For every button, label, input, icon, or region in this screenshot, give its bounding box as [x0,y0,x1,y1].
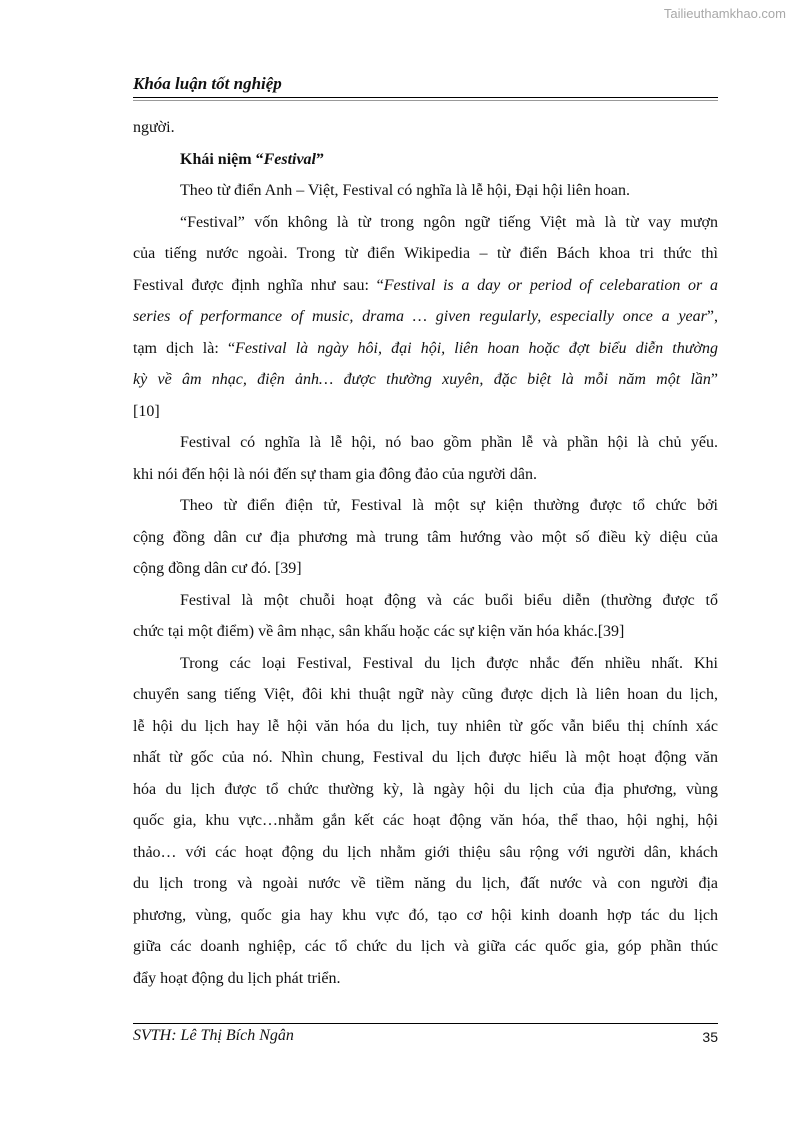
text-run: Trong các loại Festival, Festival du lịch được nhắc đến nhiều nhất. Khi [180,654,718,672]
italic-run: Festival [263,150,316,168]
text-line [133,585,718,617]
text-line [133,333,718,365]
text-run: Theo từ điển điện tử, Festival là một sự kiện thường được tổ chức bởi [180,497,718,514]
footer-rule [133,1023,718,1024]
text-run: lễ hội du lịch hay lễ hội văn hóa du lịch, tuy nhiên từ gốc vẫn biểu thị chính xác [133,717,718,735]
text-line [133,522,718,554]
text-line [133,238,718,270]
header-rule [133,97,718,98]
text-run: đẩy hoạt động du lịch phát triển. [133,969,341,987]
text-line [133,805,718,837]
watermark: Tailieuthamkhao.com [663,6,786,21]
italic-run: series of performance of music, drama … given regularly, especially once a year [133,308,707,325]
text-run: “Festival” vốn không là từ trong ngôn ngữ tiếng Việt mà là từ vay mượn [180,213,718,231]
page-number: 35 [702,1029,718,1045]
text-line [133,144,718,176]
text-run: [10] [133,402,160,420]
text-run: người. [133,119,175,136]
text-line [133,711,718,743]
text-run: du lịch trong và ngoài nước về tiềm năng du lịch, đất nước và con người địa [133,875,718,892]
text-line [133,459,718,491]
text-line [133,931,718,963]
text-line [133,648,718,680]
text-line [133,679,718,711]
text-run-tail: ” [316,150,324,168]
text-run: Festival là một chuỗi hoạt động và các buổi biểu diễn (thường được tổ [180,591,718,609]
text-line [133,837,718,869]
text-line [133,900,718,932]
text-run: Theo từ điển Anh – Việt, Festival có nghĩa là lễ hội, Đại hội liên hoan. [180,182,630,199]
text-run: cộng đồng dân cư đó. [39] [133,560,302,577]
italic-run: Festival is a day or period of celebaration or a [383,276,718,294]
text-line [133,364,718,396]
italic-run: kỳ về âm nhạc, điện ảnh… được thường xuyên, đặc biệt là mỗi năm một lần [133,371,711,388]
text-line [133,774,718,806]
text-run: thảo… với các hoạt động du lịch nhằm giới thiệu sâu rộng với người dân, khách [133,843,718,861]
text-line [133,427,718,459]
text-run: cộng đồng dân cư địa phương mà trung tâm hướng vào một số điều kỳ diệu của [133,528,718,546]
page-header-title: Khóa luận tốt nghiệp [133,74,282,93]
text-run: hóa du lịch được tổ chức thường kỳ, là ngày hội du lịch của địa phương, vùng [133,780,718,798]
text-run: nhất từ gốc của nó. Nhìn chung, Festival du lịch được hiểu là một hoạt động văn [133,749,718,766]
text-line [133,490,718,522]
italic-run: Festival là ngày hôi, đại hội, liên hoan hoặc đợt biểu diễn thường [235,339,718,357]
header-rule-secondary [133,100,718,101]
document-body [133,112,718,994]
text-run: tạm dịch là: “ [133,339,236,357]
text-line [133,616,718,648]
text-line [133,112,718,144]
text-line [133,963,718,995]
text-run: quốc gia, khu vực…nhằm gắn kết các hoạt động văn hóa, thể thao, hội nghị, hội [133,812,718,829]
text-run: giữa các doanh nghiệp, các tổ chức du lịch và giữa các quốc gia, góp phần thúc [133,938,718,955]
text-run: chức tại một điểm) về âm nhạc, sân khấu hoặc các sự kiện văn hóa khác.[39] [133,623,625,640]
text-run: khi nói đến hội là nói đến sự tham gia đông đảo của người dân. [133,465,537,483]
text-line [133,396,718,428]
text-line [133,553,718,585]
text-line [133,301,718,333]
text-run-tail: ”, [706,308,718,325]
text-run: phương, vùng, quốc gia hay khu vực đó, tạo cơ hội kinh doanh hợp tác du lịch [133,906,718,924]
text-run: chuyển sang tiếng Việt, đôi khi thuật ngữ này cũng được dịch là liên hoan du lịch, [133,686,718,703]
text-run: Festival có nghĩa là lễ hội, nó bao gồm phần lễ và phần hội là chủ yếu. [180,434,718,451]
text-run: Khái niệm “ [180,150,264,168]
text-line [133,868,718,900]
text-run: Festival được định nghĩa như sau: “ [133,276,384,294]
text-run-tail: ” [710,371,718,388]
text-line [133,742,718,774]
text-line [133,175,718,207]
text-run: của tiếng nước ngoài. Trong từ điển Wikipedia – từ điển Bách khoa tri thức thì [133,245,718,262]
text-line [133,207,718,239]
footer-author: SVTH: Lê Thị Bích Ngân [133,1027,294,1044]
text-line [133,270,718,302]
